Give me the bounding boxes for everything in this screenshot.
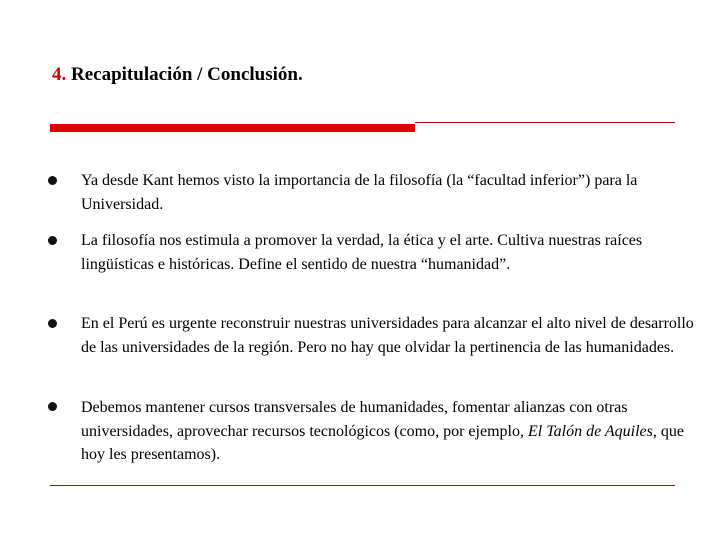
- bullet-dot-icon: [48, 236, 57, 245]
- bullet-dot-icon: [48, 319, 57, 328]
- bullet-text-4-after: , que hoy les presentamos).: [81, 422, 684, 463]
- title-number: 4.: [52, 64, 67, 85]
- magazine-title: El Talón de Aquiles: [527, 422, 653, 440]
- bullet-dot-icon: [48, 402, 57, 411]
- title-accent-bar: [50, 124, 415, 132]
- slide-title: [52, 64, 303, 86]
- title-accent-line: [415, 122, 675, 123]
- bullet-dot-icon: [48, 176, 57, 185]
- bullet-text-2: La filosofía nos estimula a promover la verdad, la ética y el arte. Cultiva nuestras raíces lingüísticas e históricas. Define el sentido de nuestra “humanidad”.: [81, 232, 643, 273]
- bullet-text-4: [81, 396, 696, 467]
- title-text: Recapitulación / Conclusión.: [71, 64, 303, 85]
- bullet-text-3: En el Perú es urgente reconstruir nuestras universidades para alcanzar el alto nivel de desarrollo de las universidades de la región. Pero no hay que olvidar la pertinencia de las humanidades.: [81, 315, 694, 356]
- footer-rule: [50, 485, 675, 486]
- bullet-text-1: Ya desde Kant hemos visto la importancia de la filosofía (la “facultad inferior”) para la Universidad.: [81, 172, 638, 213]
- bullet-text-4-before: Debemos mantener cursos transversales de humanidades, fomentar alianzas con otras universidades, aprovechar recursos tecnológicos (como, por ejemplo,: [81, 399, 628, 440]
